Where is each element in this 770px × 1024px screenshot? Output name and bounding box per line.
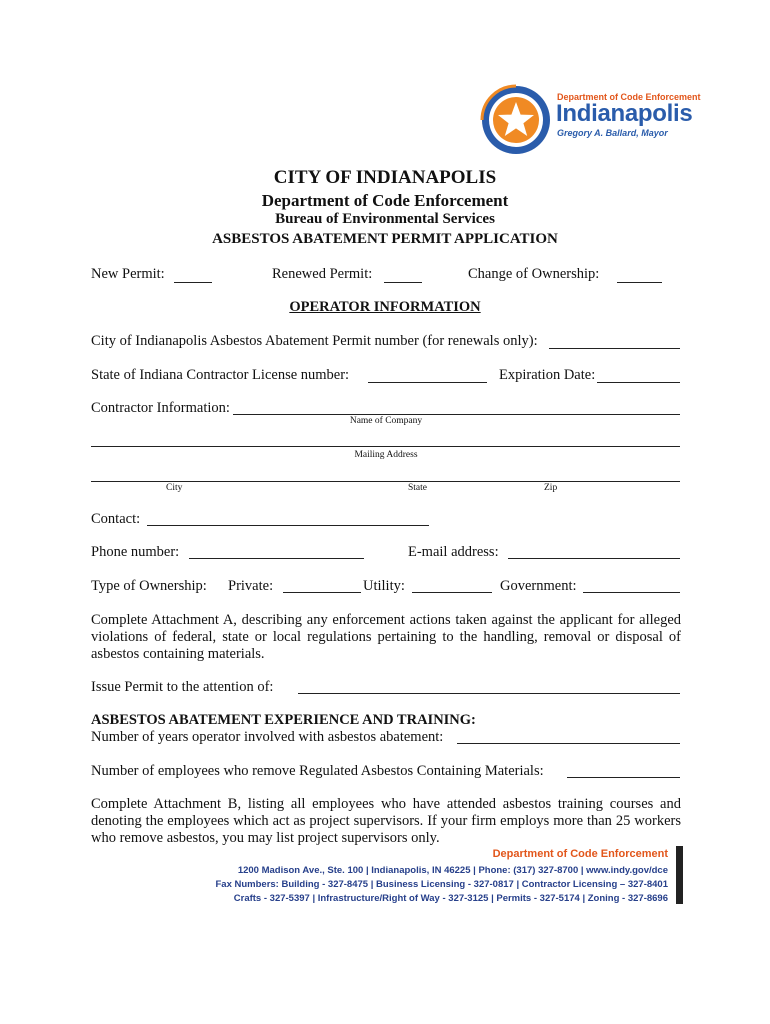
government-field[interactable]: [583, 592, 680, 593]
contact-label: Contact:: [91, 511, 141, 527]
email-label: E-mail address:: [408, 544, 499, 560]
logo: [480, 84, 725, 156]
footer-bar: [676, 846, 683, 904]
permit-number-field[interactable]: [549, 348, 680, 349]
change-ownership-field[interactable]: [617, 282, 662, 283]
attachment-a-paragraph: Complete Attachment A, describing any enforcement actions taken against the applicant for alleged violations of federal, state or local regulations pertaining to the handling, removal or disposal of asbestos containing materials.: [91, 612, 681, 662]
attention-field[interactable]: [298, 693, 680, 694]
new-permit-label: New Permit:: [91, 266, 165, 282]
footer-address: 1200 Madison Ave., Ste. 100 | Indianapolis, IN 46225 | Phone: (317) 327-8700 | www.indy.gov/dce: [237, 865, 668, 876]
contractor-info-label: Contractor Information:: [91, 400, 230, 416]
mailing-address-field[interactable]: [91, 446, 680, 447]
ownership-label: Type of Ownership:: [91, 578, 207, 594]
email-field[interactable]: [508, 558, 680, 559]
license-number-label: State of Indiana Contractor License number:: [91, 367, 350, 383]
footer-title: Department of Code Enforcement: [492, 848, 668, 860]
expiration-date-label: Expiration Date:: [499, 367, 596, 383]
employees-label: Number of employees who remove Regulated Asbestos Containing Materials:: [91, 763, 544, 779]
expiration-date-field[interactable]: [597, 382, 680, 383]
state-caption: State: [408, 483, 427, 493]
attachment-b-paragraph: Complete Attachment B, listing all employees who have attended asbestos training courses and denoting the employees which act as project supervisors. If your firm employs more than 25 workers who remove asbestos, you may list project supervisors only.: [91, 796, 681, 846]
mailing-address-caption: Mailing Address: [354, 450, 418, 460]
header-department: Department of Code Enforcement: [261, 191, 509, 210]
city-caption: City: [166, 483, 183, 493]
indianapolis-seal-icon: [480, 84, 552, 156]
logo-city-text: Indianapolis: [556, 100, 693, 127]
utility-label: Utility:: [363, 578, 405, 594]
company-name-field[interactable]: [233, 414, 680, 415]
operator-section-heading: OPERATOR INFORMATION: [289, 299, 481, 315]
employees-field[interactable]: [567, 777, 680, 778]
renewed-permit-field[interactable]: [384, 282, 422, 283]
zip-caption: Zip: [544, 483, 558, 493]
phone-label: Phone number:: [91, 544, 180, 560]
header-bureau: Bureau of Environmental Services: [275, 211, 495, 227]
page-title: ASBESTOS ABATEMENT PERMIT APPLICATION: [212, 231, 558, 247]
years-field[interactable]: [457, 743, 680, 744]
logo-dept-text: Department of Code Enforcement: [557, 92, 701, 102]
city-state-zip-field[interactable]: [91, 481, 680, 482]
permit-number-label: City of Indianapolis Asbestos Abatement Permit number (for renewals only):: [91, 333, 538, 349]
government-label: Government:: [500, 578, 577, 594]
attention-label: Issue Permit to the attention of:: [91, 679, 274, 695]
logo-mayor-text: Gregory A. Ballard, Mayor: [557, 128, 668, 138]
renewed-permit-label: Renewed Permit:: [272, 266, 373, 282]
footer-fax: Fax Numbers: Building - 327-8475 | Business Licensing - 327-0817 | Contractor Licensing – 327-8401: [215, 879, 668, 890]
utility-field[interactable]: [412, 592, 492, 593]
footer-crafts: Crafts - 327-5397 | Infrastructure/Right of Way - 327-3125 | Permits - 327-5174 | Zoning - 327-8696: [233, 893, 668, 904]
phone-field[interactable]: [189, 558, 364, 559]
years-label: Number of years operator involved with asbestos abatement:: [91, 729, 444, 745]
contact-field[interactable]: [147, 525, 429, 526]
private-label: Private:: [228, 578, 274, 594]
company-name-caption: Name of Company: [349, 416, 423, 426]
new-permit-field[interactable]: [174, 282, 212, 283]
private-field[interactable]: [283, 592, 361, 593]
change-ownership-label: Change of Ownership:: [468, 266, 600, 282]
license-number-field[interactable]: [368, 382, 487, 383]
header-city: CITY OF INDIANAPOLIS: [273, 167, 497, 188]
experience-heading: ASBESTOS ABATEMENT EXPERIENCE AND TRAINING:: [91, 712, 476, 728]
